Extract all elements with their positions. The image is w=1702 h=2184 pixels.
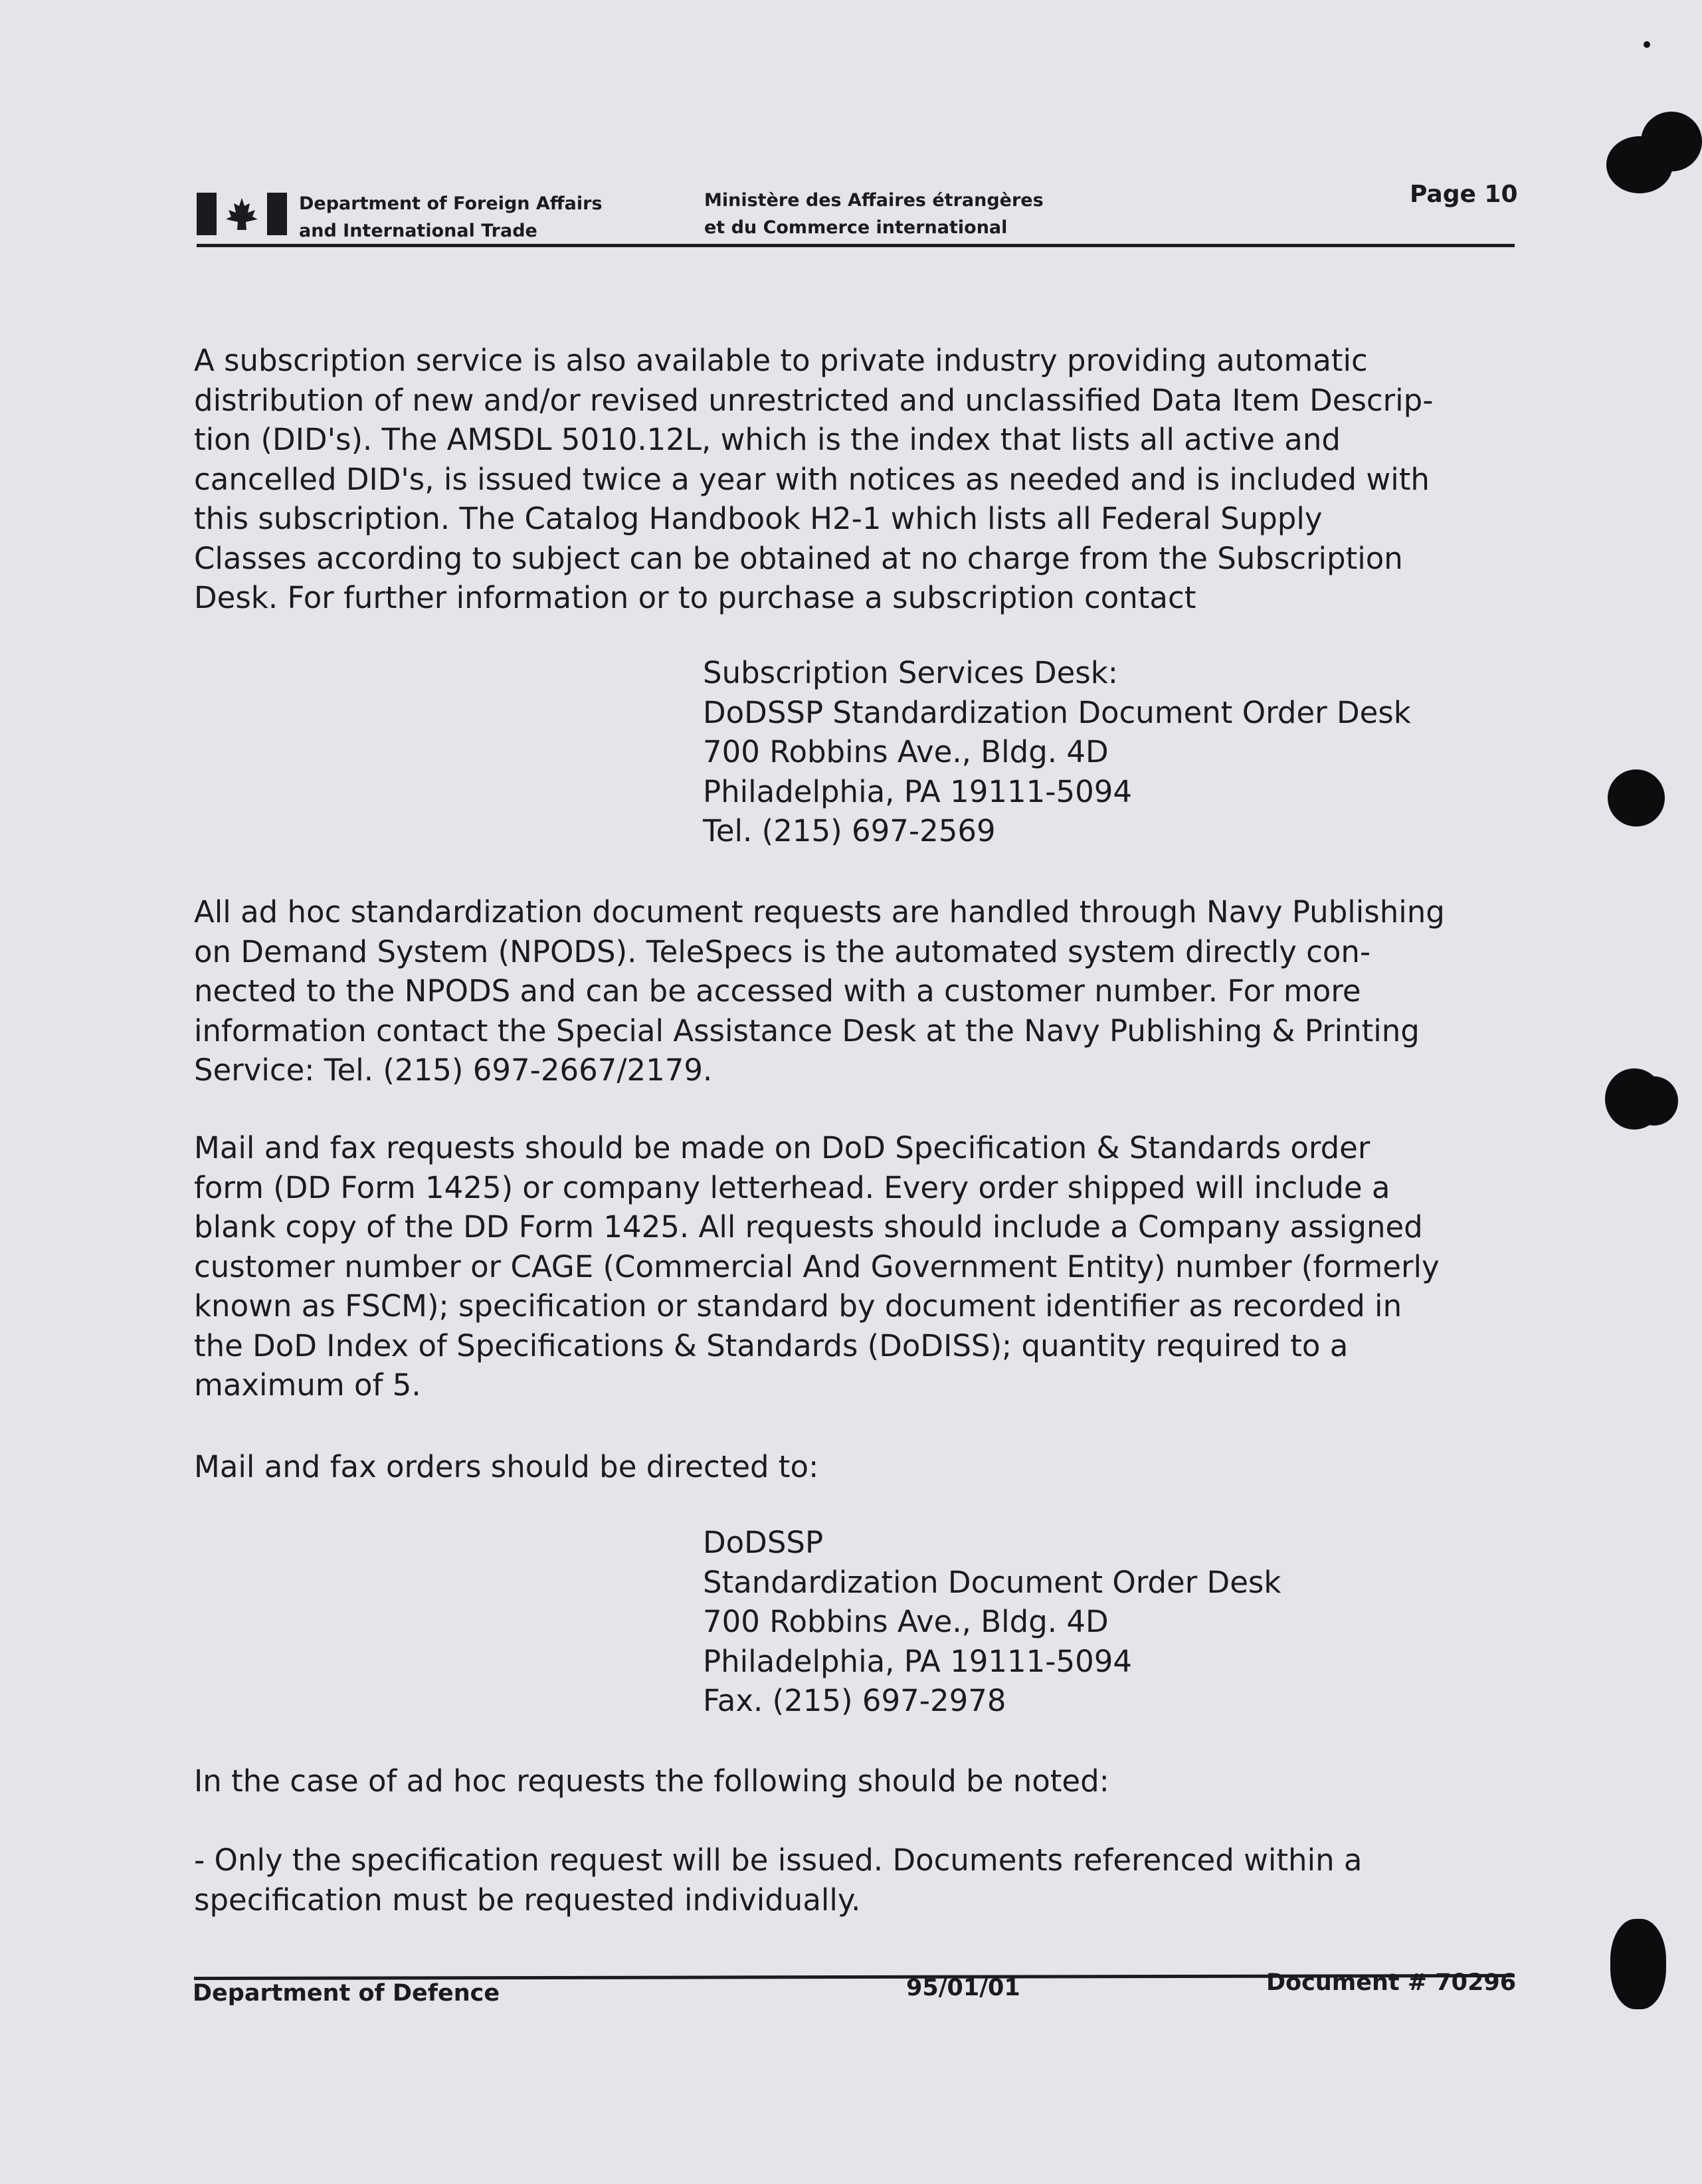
punch-hole [1641,112,1702,171]
department-name-en [299,190,603,245]
department-name-fr [704,187,1044,241]
punch-hole [1644,41,1650,48]
punch-hole [1610,1919,1666,2009]
department-fr-line1: Ministère des Affaires étrangères [704,190,1044,211]
header-rule [197,244,1515,247]
paragraph-mail-fax-requests: Mail and fax requests should be made on DoD Specification & Standards order form (DD Form 1425) or company letterhead. Every order shipped will include a blank copy of the DD Form 1425. All requests should include a Company assigned customer number or CAGE (Commercial And Government Entity) number (formerly known as FSCM); specification or standard by document identifier as recorded in the DoD Index of Specifications & Standards (DoDISS); quantity required to a maximum of 5. [194,1130,1440,1403]
punch-hole [1608,769,1665,827]
paragraph-ad-hoc-notes: In the case of ad hoc requests the following should be noted: [194,1763,1109,1799]
department-en-line2: and International Trade [299,221,537,241]
footer-document-number: Document # 70296 [1266,1969,1517,1996]
footer-department: Department of Defence [193,1980,500,2007]
footer-date: 95/01/01 [906,1975,1020,2001]
address-subscription-desk: Subscription Services Desk: DoDSSP Standardization Document Order Desk 700 Robbins Ave., Bldg. 4D Philadelphia, PA 19111-5094 Tel. (215) 697-2569 [703,655,1411,848]
paragraph-orders-directed: Mail and fax orders should be directed to: [194,1449,819,1484]
department-fr-line2: et du Commerce international [704,217,1008,238]
punch-hole [1630,1076,1678,1126]
department-en-line1: Department of Foreign Affairs [299,193,603,214]
paragraph-specification-note: - Only the specification request will be issued. Documents referenced within a specification must be requested individually. [194,1842,1363,1918]
canada-flag-icon [197,191,287,237]
paragraph-subscription-service: A subscription service is also available to private industry providing automatic distribution of new and/or revised unrestricted and unclassified Data Item Descrip- tion (DID's). The AMSDL 5010.12L, which is the index that lists all active and cancelled DID's, is issued twice a year with notices as needed and is included with this subscription. The Catalog Handbook H2-1 which lists all Federal Supply Classes according to subject can be obtained at no charge from the Subscription Desk. For further information or to purchase a subscription contact [194,343,1434,615]
address-order-desk: DoDSSP Standardization Document Order Desk 700 Robbins Ave., Bldg. 4D Philadelphia, PA 19111-5094 Fax. (215) 697-2978 [703,1525,1281,1718]
paragraph-ad-hoc-requests: All ad hoc standardization document requests are handled through Navy Publishing on Demand System (NPODS). TeleSpecs is the automated system directly con- nected to the NPODS and can be accessed with a customer number. For more information contact the Special Assistance Desk at the Navy Publishing & Printing Service: Tel. (215) 697-2667/2179. [194,894,1445,1088]
page-number: Page 10 [1410,181,1518,208]
